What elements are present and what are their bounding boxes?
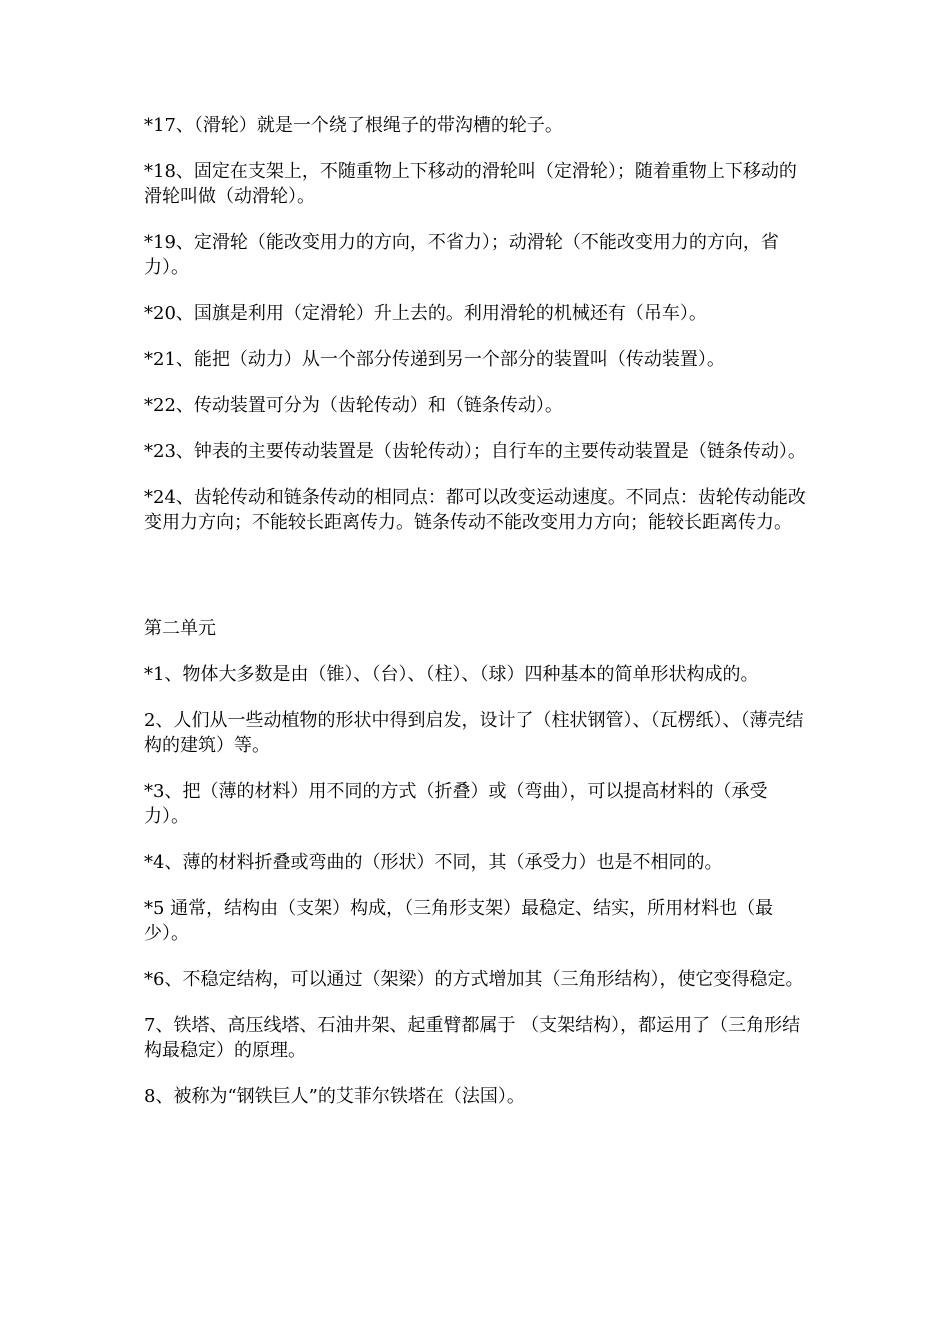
list-item-23: *23、钟表的主要传动装置是（齿轮传动）；自行车的主要传动装置是（链条传动）。 — [144, 441, 806, 462]
list-item-u2-5: *5 通常，结构由（支架）构成，（三角形支架）最稳定、结实，所用材料也（最少）。 — [144, 898, 774, 944]
list-item-u2-3: *3、把（薄的材料）用不同的方式（折叠）或（弯曲），可以提高材料的（承受力）。 — [144, 781, 768, 827]
list-item-u2-6: *6、不稳定结构，可以通过（架梁）的方式增加其（三角形结构），使它变得稳定。 — [144, 969, 804, 990]
list-item-u2-4: *4、薄的材料折叠或弯曲的（形状）不同，其（承受力）也是不相同的。 — [144, 852, 723, 873]
unit2-list — [144, 662, 810, 1109]
list-item-u2-1: *1、物体大多数是由（锥）、（台）、（柱）、（球）四种基本的简单形状构成的。 — [144, 664, 759, 685]
list-item-u2-7: 7、铁塔、高压线塔、石油井架、起重臂都属于 （支架结构），都运用了（三角形结构最稳定）的原理。 — [144, 1015, 801, 1061]
list-item-20: *20、国旗是利用（定滑轮）升上去的。利用滑轮的机械还有（吊车）。 — [144, 303, 707, 324]
list-item-19: *19、定滑轮（能改变用力的方向，不省力）；动滑轮（不能改变用力的方向，省力）。 — [144, 232, 779, 278]
unit1-list — [144, 113, 810, 535]
list-item-22: *22、传动装置可分为（齿轮传动）和（链条传动）。 — [144, 395, 563, 416]
list-item-18: *18、固定在支架上，不随重物上下移动的滑轮叫（定滑轮）；随着重物上下移动的滑轮叫做（动滑轮）。 — [144, 161, 797, 207]
list-item-21: *21、能把（动力）从一个部分传递到另一个部分的装置叫（传动装置）。 — [144, 349, 725, 370]
list-item-17: *17、（滑轮）就是一个绕了根绳子的带沟槽的轮子。 — [144, 115, 563, 136]
list-item-u2-2: 2、人们从一些动植物的形状中得到启发，设计了（柱状钢管）、（瓦楞纸）、（薄壳结构的建筑）等。 — [144, 710, 804, 756]
list-item-u2-8: 8、被称为“钢铁巨人”的艾菲尔铁塔在（法国）。 — [144, 1086, 525, 1107]
document-body — [144, 113, 810, 1130]
section-title-unit2: 第二单元 — [144, 618, 216, 639]
list-item-24: *24、齿轮传动和链条传动的相同点：都可以改变运动速度。不同点：齿轮传动能改变用力方向；不能较长距离传力。链条传动不能改变用力方向；能较长距离传力。 — [144, 487, 806, 533]
